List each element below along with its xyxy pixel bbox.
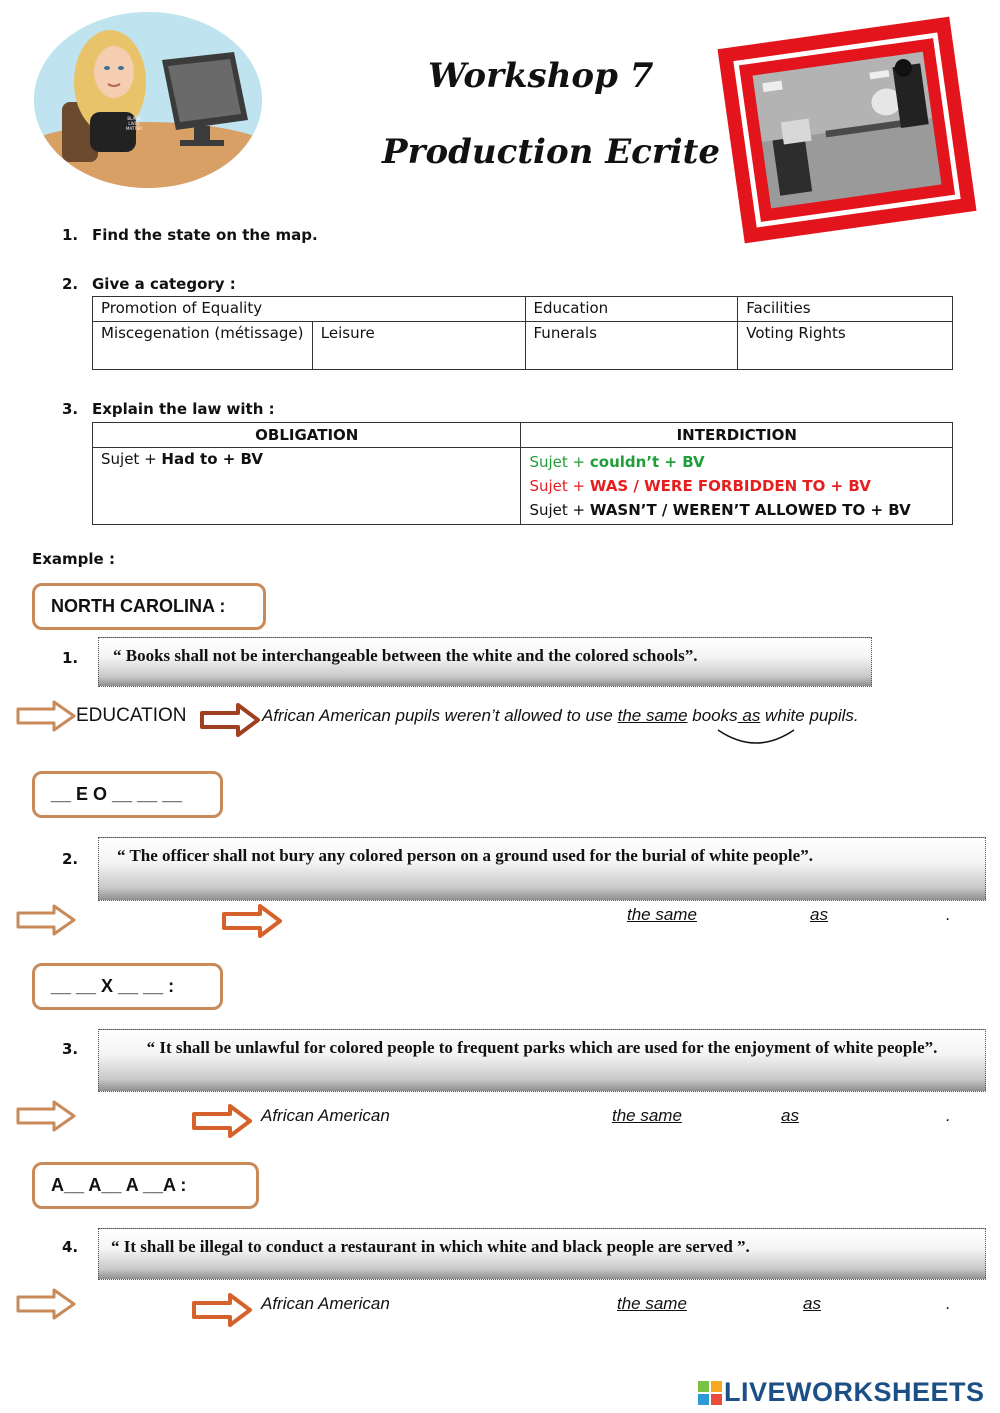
liveworksheets-logo-text: LIVEWORKSHEETS <box>724 1377 985 1407</box>
q3-text: Explain the law with : <box>92 400 275 418</box>
interdiction-cell <box>521 448 953 525</box>
law-quote: “ Books shall not be interchangeable between the white and the colored schools”. <box>113 646 698 665</box>
category-cell: Promotion of Equality <box>93 297 526 322</box>
liveworksheets-logo-icon <box>698 1381 722 1405</box>
worksheet-subtitle: Production Ecrite <box>382 132 720 172</box>
arrow-icon <box>16 1288 78 1320</box>
interdiction-line-couldnt: Sujet + couldn’t + BV <box>529 453 705 471</box>
link-curve-mark <box>714 726 798 748</box>
law-table <box>92 422 953 525</box>
q1-number: 1. <box>62 226 79 244</box>
arrow-icon <box>200 703 262 737</box>
category-cell: Voting Rights <box>738 322 953 370</box>
item-3-number: 3. <box>62 1040 79 1058</box>
the-same-keyword: the same <box>617 1294 687 1313</box>
arrow-icon <box>16 1100 78 1132</box>
law-quote: “ It shall be unlawful for colored people to frequent parks which are used for the enjoyment of white people”. <box>146 1038 938 1057</box>
q2-number: 2. <box>62 275 79 293</box>
state-box-item-4 <box>32 1162 259 1209</box>
state-name: NORTH CAROLINA : <box>51 596 226 616</box>
sentence-end: . <box>946 905 951 924</box>
avatar-art <box>34 12 262 188</box>
as-keyword: as <box>810 905 828 924</box>
obligation-header: OBLIGATION <box>93 423 521 448</box>
quote-box-example <box>98 637 872 687</box>
item-2-number: 2. <box>62 850 79 868</box>
q2-text: Give a category : <box>92 275 236 293</box>
obligation-prefix: Sujet + <box>101 450 162 468</box>
category-cell: Miscegenation (métissage) <box>93 322 313 370</box>
example-label: Example : <box>32 550 115 568</box>
sentence-end: . <box>946 1294 951 1313</box>
arrow-icon <box>222 904 284 938</box>
item-4-number: 4. <box>62 1238 79 1256</box>
quote-box-item-2 <box>98 837 986 901</box>
state-blank: __ __ X __ __ : <box>51 976 175 996</box>
example-answer-sentence: African American pupils weren’t allowed to use the same books as white pupils. <box>262 706 859 725</box>
category-cell: Funerals <box>525 322 738 370</box>
answer-prefix: African American <box>261 1106 390 1125</box>
state-box-item-3 <box>32 963 223 1010</box>
state-box-item-2 <box>32 771 223 818</box>
avatar-shirt-text: BLACK LIVES MATTER <box>126 116 142 131</box>
law-quote: “ It shall be illegal to conduct a restaurant in which white and black people are served ”. <box>111 1237 750 1256</box>
law-quote: “ The officer shall not bury any colored person on a ground used for the burial of white people”. <box>117 846 813 865</box>
example-number: 1. <box>62 649 79 667</box>
state-blank: A__ A__ A __A : <box>51 1175 187 1195</box>
q3-number: 3. <box>62 400 79 418</box>
arrow-icon <box>16 700 78 732</box>
state-blank: __ E O __ __ __ <box>51 784 183 804</box>
q1-text: Find the state on the map. <box>92 226 318 244</box>
obligation-structure: Had to + BV <box>161 450 263 468</box>
arrow-icon <box>192 1104 254 1138</box>
obligation-cell <box>93 448 521 525</box>
interdiction-header: INTERDICTION <box>521 423 953 448</box>
the-same-keyword: the same <box>612 1106 682 1125</box>
category-cell: Education <box>525 297 738 322</box>
as-keyword: as <box>737 706 761 725</box>
example-category: EDUCATION <box>76 705 187 726</box>
state-box-example <box>32 583 266 630</box>
answer-prefix: African American <box>261 1294 390 1313</box>
as-keyword: as <box>781 1106 799 1125</box>
avatar-illustration <box>34 12 262 188</box>
quote-box-item-4 <box>98 1228 986 1280</box>
interdiction-line-not-allowed: Sujet + WASN’T / WEREN’T ALLOWED TO + BV <box>529 501 911 519</box>
worksheet-title: Workshop 7 <box>428 56 654 96</box>
as-keyword: as <box>803 1294 821 1313</box>
category-table <box>92 296 953 370</box>
the-same-keyword: the same <box>627 905 697 924</box>
the-same-keyword: the same <box>617 706 688 725</box>
sentence-end: . <box>946 1106 951 1125</box>
category-cell: Leisure <box>312 322 525 370</box>
category-cell: Facilities <box>738 297 953 322</box>
segregated-fountain-photo <box>753 52 942 209</box>
historical-photo-frame <box>717 17 976 244</box>
quote-box-item-3 <box>98 1029 986 1092</box>
arrow-icon <box>192 1293 254 1327</box>
interdiction-line-forbidden: Sujet + WAS / WERE FORBIDDEN TO + BV <box>529 477 871 495</box>
arrow-icon <box>16 904 78 936</box>
